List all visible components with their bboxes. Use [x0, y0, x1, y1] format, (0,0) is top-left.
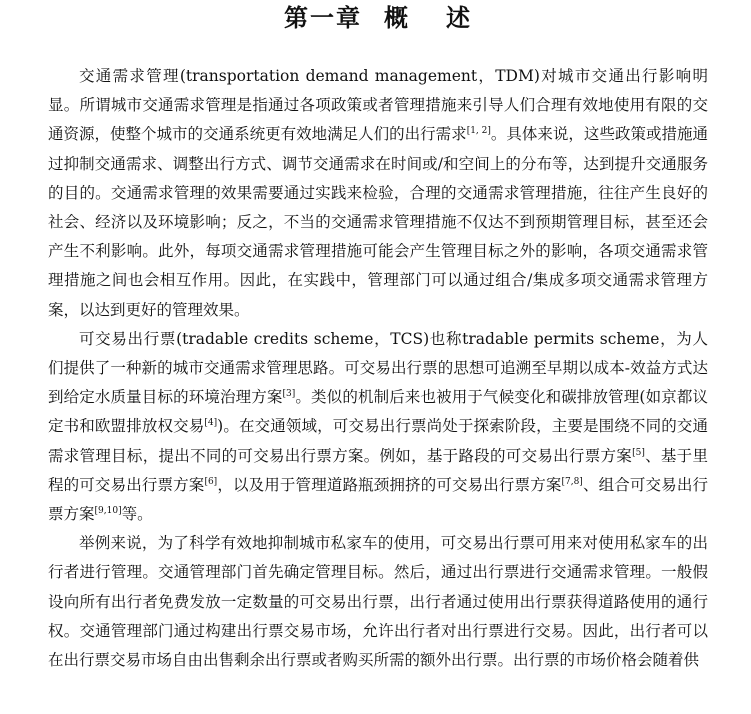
- text-segment: 、基于里程的可交易出行票方案: [48, 446, 708, 494]
- paragraph-example: [48, 529, 708, 675]
- chapter-name-first-char: 概: [384, 4, 410, 32]
- text-segment: 。类似的机制后来也被用于气候变化和碳排放管理(如京都议定书和欧盟排放权交易: [48, 388, 708, 436]
- citation-ref: [5]: [632, 447, 645, 458]
- document-page: [48, 0, 708, 675]
- text-segment: ，以及用于管理道路瓶颈拥挤的可交易出行票方案: [217, 475, 562, 494]
- citation-ref: [9,10]: [94, 505, 122, 516]
- citation-ref: [4]: [204, 418, 218, 429]
- citation-ref: [6]: [204, 476, 218, 487]
- text-segment: 举例来说，为了科学有效地抑制城市私家车的使用，可交易出行票可用来对使用私家车的出行者进行管理。交通管理部门首先确定管理目标。然后，通过出行票进行交通需求管理。一般假设向所有出行者免费发放一定数量的可交易出行票，出行者通过使用出行票获得道路使用的通行权。交通管理部门通过构建出行票交易市场，允许出行者对出行票进行交易。因此，出行者可以在出行票交易市场自由出售剩余出行票或者购买所需的额外出行票。出行票的市场价格会随着供: [48, 534, 708, 670]
- text-segment: 等。: [121, 505, 153, 524]
- text-segment: 交通需求管理(transportation demand management，TDM)对城市交通出行影响明显。所谓城市交通需求管理是指通过各项政策或者管理措施来引导人们合理有效地使用有限的交通资源，使整个城市的交通系统更有效地满足人们的出行需求: [48, 67, 708, 144]
- text-segment: 、组合可交易出行票方案: [48, 475, 708, 524]
- paragraph-tcs: [48, 325, 708, 529]
- chapter-title: [48, 2, 708, 34]
- text-segment: 可交易出行票(tradable credits scheme，TCS)也称tradable permits scheme，为人们提供了一种新的城市交通需求管理思路。可交易出行票的思想可追溯至早期以成本-效益方式达到给定水质量目标的环境治理方案: [48, 329, 708, 407]
- text-segment: 。具体来说，这些政策或措施通过抑制交通需求、调整出行方式、调节交通需求在时间或/和空间上的分布等，达到提升交通服务的目的。交通需求管理的效果需要通过实践来检验，合理的交通需求管理措施，往往产生良好的社会、经济以及环境影响；反之，不当的交通需求管理措施不仅达不到预期管理目标，甚至还会产生不利影响。此外，每项交通需求管理措施可能会产生管理目标之外的影响，各项交通需求管理措施之间也会相互作用。因此，在实践中，管理部门可以通过组合/集成多项交通需求管理方案，以达到更好的管理效果。: [48, 125, 708, 319]
- paragraph-tdm: [48, 62, 708, 325]
- chapter-name-second-char: 述: [446, 4, 472, 32]
- text-segment: )。在交通领域，可交易出行票尚处于探索阶段，主要是围绕不同的交通需求管理目标，提出不同的可交易出行票方案。例如，基于路段的可交易出行票方案: [48, 417, 708, 465]
- citation-ref: [1, 2]: [466, 126, 491, 137]
- chapter-number: 第一章: [284, 4, 362, 32]
- citation-ref: [3]: [282, 389, 296, 400]
- citation-ref: [7,8]: [561, 476, 583, 487]
